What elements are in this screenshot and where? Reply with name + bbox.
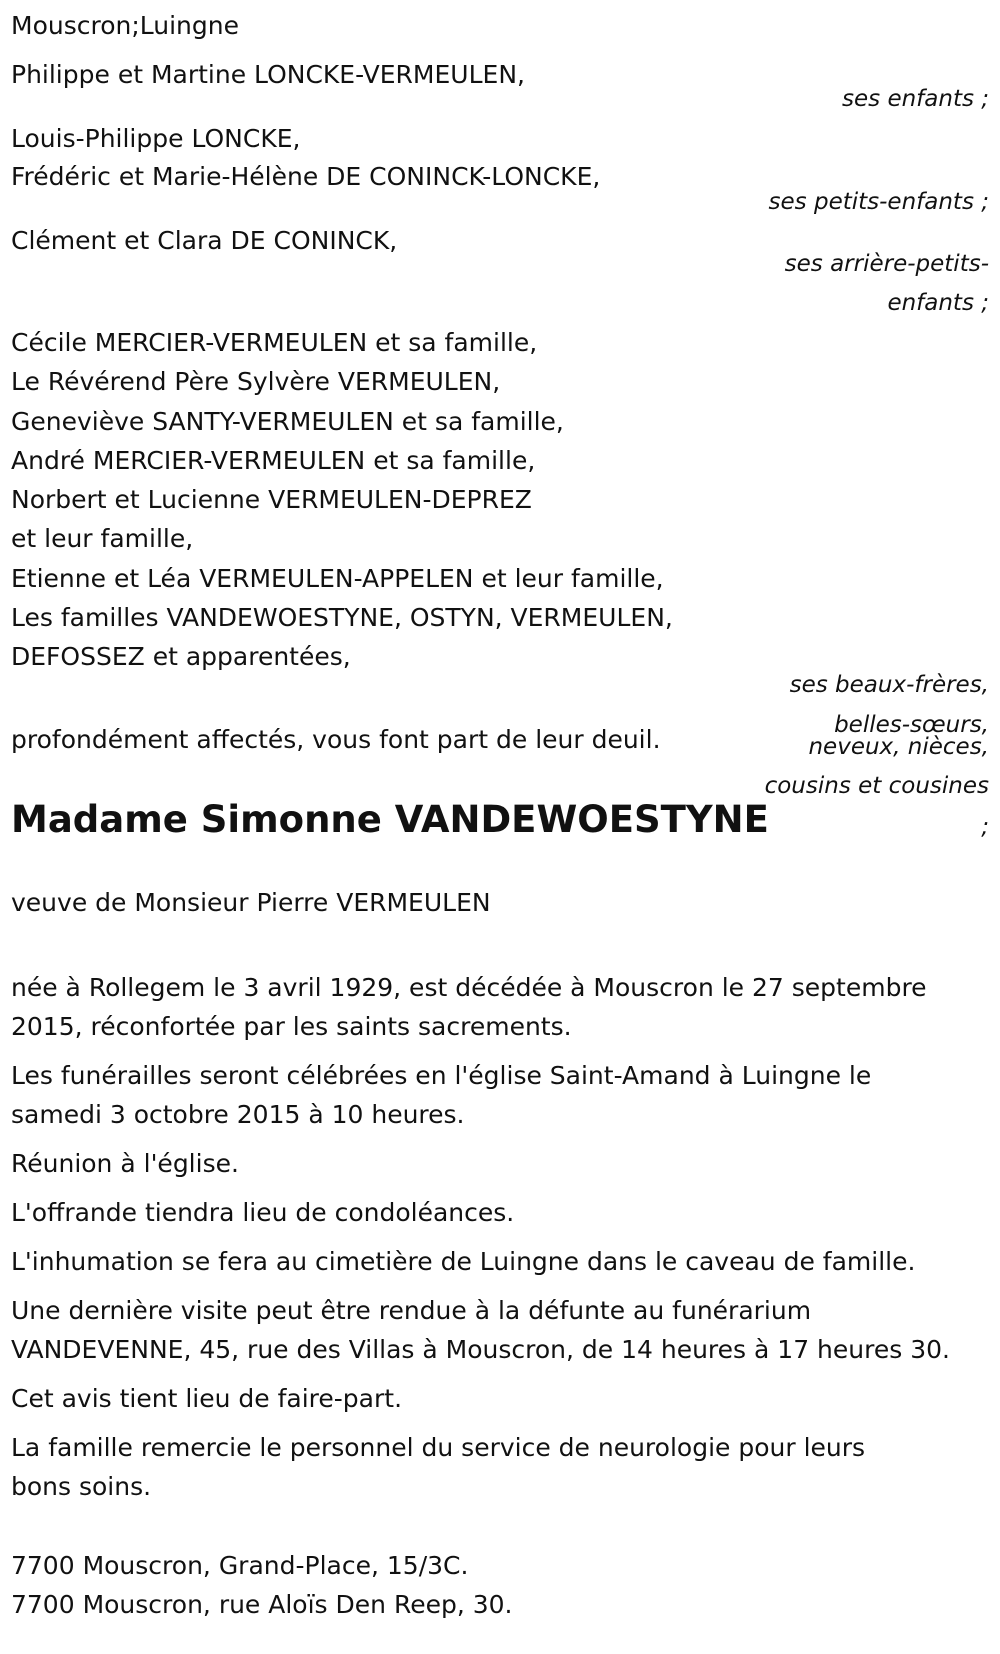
in-laws-relation: neveux, nièces, xyxy=(808,734,989,760)
children-relation: ses enfants ; xyxy=(842,86,989,112)
address-line: 7700 Mouscron, rue Aloïs Den Reep, 30. xyxy=(11,1590,513,1619)
address-line: 7700 Mouscron, Grand-Place, 15/3C. xyxy=(11,1551,469,1580)
family-member: Cécile MERCIER-VERMEULEN et sa famille, xyxy=(11,328,538,357)
children-name: Philippe et Martine LONCKE-VERMEULEN, xyxy=(11,60,525,89)
in-laws-relation: belles-sœurs, xyxy=(834,712,989,738)
funeral-line: Les funérailles seront célébrées en l'église Saint-Amand à Luingne le xyxy=(11,1061,872,1090)
reunion-line: Réunion à l'église. xyxy=(11,1149,239,1178)
family-member: André MERCIER-VERMEULEN et sa famille, xyxy=(11,446,536,475)
thanks-line: La famille remercie le personnel du service de neurologie pour leurs xyxy=(11,1433,866,1462)
great-grandchildren-relation: enfants ; xyxy=(887,290,989,316)
visitation-line: Une dernière visite peut être rendue à la défunte au funérarium xyxy=(11,1296,812,1325)
in-laws-relation: ses beaux-frères, xyxy=(789,672,989,698)
great-grandchild-name: Clément et Clara DE CONINCK, xyxy=(11,226,398,255)
family-member: DEFOSSEZ et apparentées, xyxy=(11,642,351,671)
family-member: Norbert et Lucienne VERMEULEN-DEPREZ xyxy=(11,485,532,514)
in-laws-relation: cousins et cousines xyxy=(764,773,989,799)
thanks-line: bons soins. xyxy=(11,1472,152,1501)
announcement: profondément affectés, vous font part de leur deuil. xyxy=(11,725,661,754)
family-member: et leur famille, xyxy=(11,524,194,553)
birth-death-line: 2015, réconfortée par les saints sacrements. xyxy=(11,1012,572,1041)
family-member: Geneviève SANTY-VERMEULEN et sa famille, xyxy=(11,407,564,436)
family-member: Le Révérend Père Sylvère VERMEULEN, xyxy=(11,367,501,396)
visitation-line: VANDEVENNE, 45, rue des Villas à Mouscron, de 14 heures à 17 heures 30. xyxy=(11,1335,950,1364)
spouse-line: veuve de Monsieur Pierre VERMEULEN xyxy=(11,888,491,917)
grandchild-name: Louis-Philippe LONCKE, xyxy=(11,124,301,153)
family-member: Les familles VANDEWOESTYNE, OSTYN, VERMEULEN, xyxy=(11,603,673,632)
funeral-line: samedi 3 octobre 2015 à 10 heures. xyxy=(11,1100,465,1129)
grandchildren-relation: ses petits-enfants ; xyxy=(768,189,989,215)
notice-line: Cet avis tient lieu de faire-part. xyxy=(11,1384,403,1413)
burial-line: L'inhumation se fera au cimetière de Luingne dans le caveau de famille. xyxy=(11,1247,916,1276)
deceased-name: Madame Simonne VANDEWOESTYNE xyxy=(11,798,769,841)
birth-death-line: née à Rollegem le 3 avril 1929, est décédée à Mouscron le 27 septembre xyxy=(11,973,927,1002)
family-member: Etienne et Léa VERMEULEN-APPELEN et leur famille, xyxy=(11,564,664,593)
great-grandchildren-relation: ses arrière-petits- xyxy=(784,251,989,277)
grandchild-name: Frédéric et Marie-Hélène DE CONINCK-LONCKE, xyxy=(11,162,601,191)
location-header: Mouscron;Luingne xyxy=(11,11,239,40)
in-laws-relation: ; xyxy=(981,814,989,840)
offering-line: L'offrande tiendra lieu de condoléances. xyxy=(11,1198,515,1227)
